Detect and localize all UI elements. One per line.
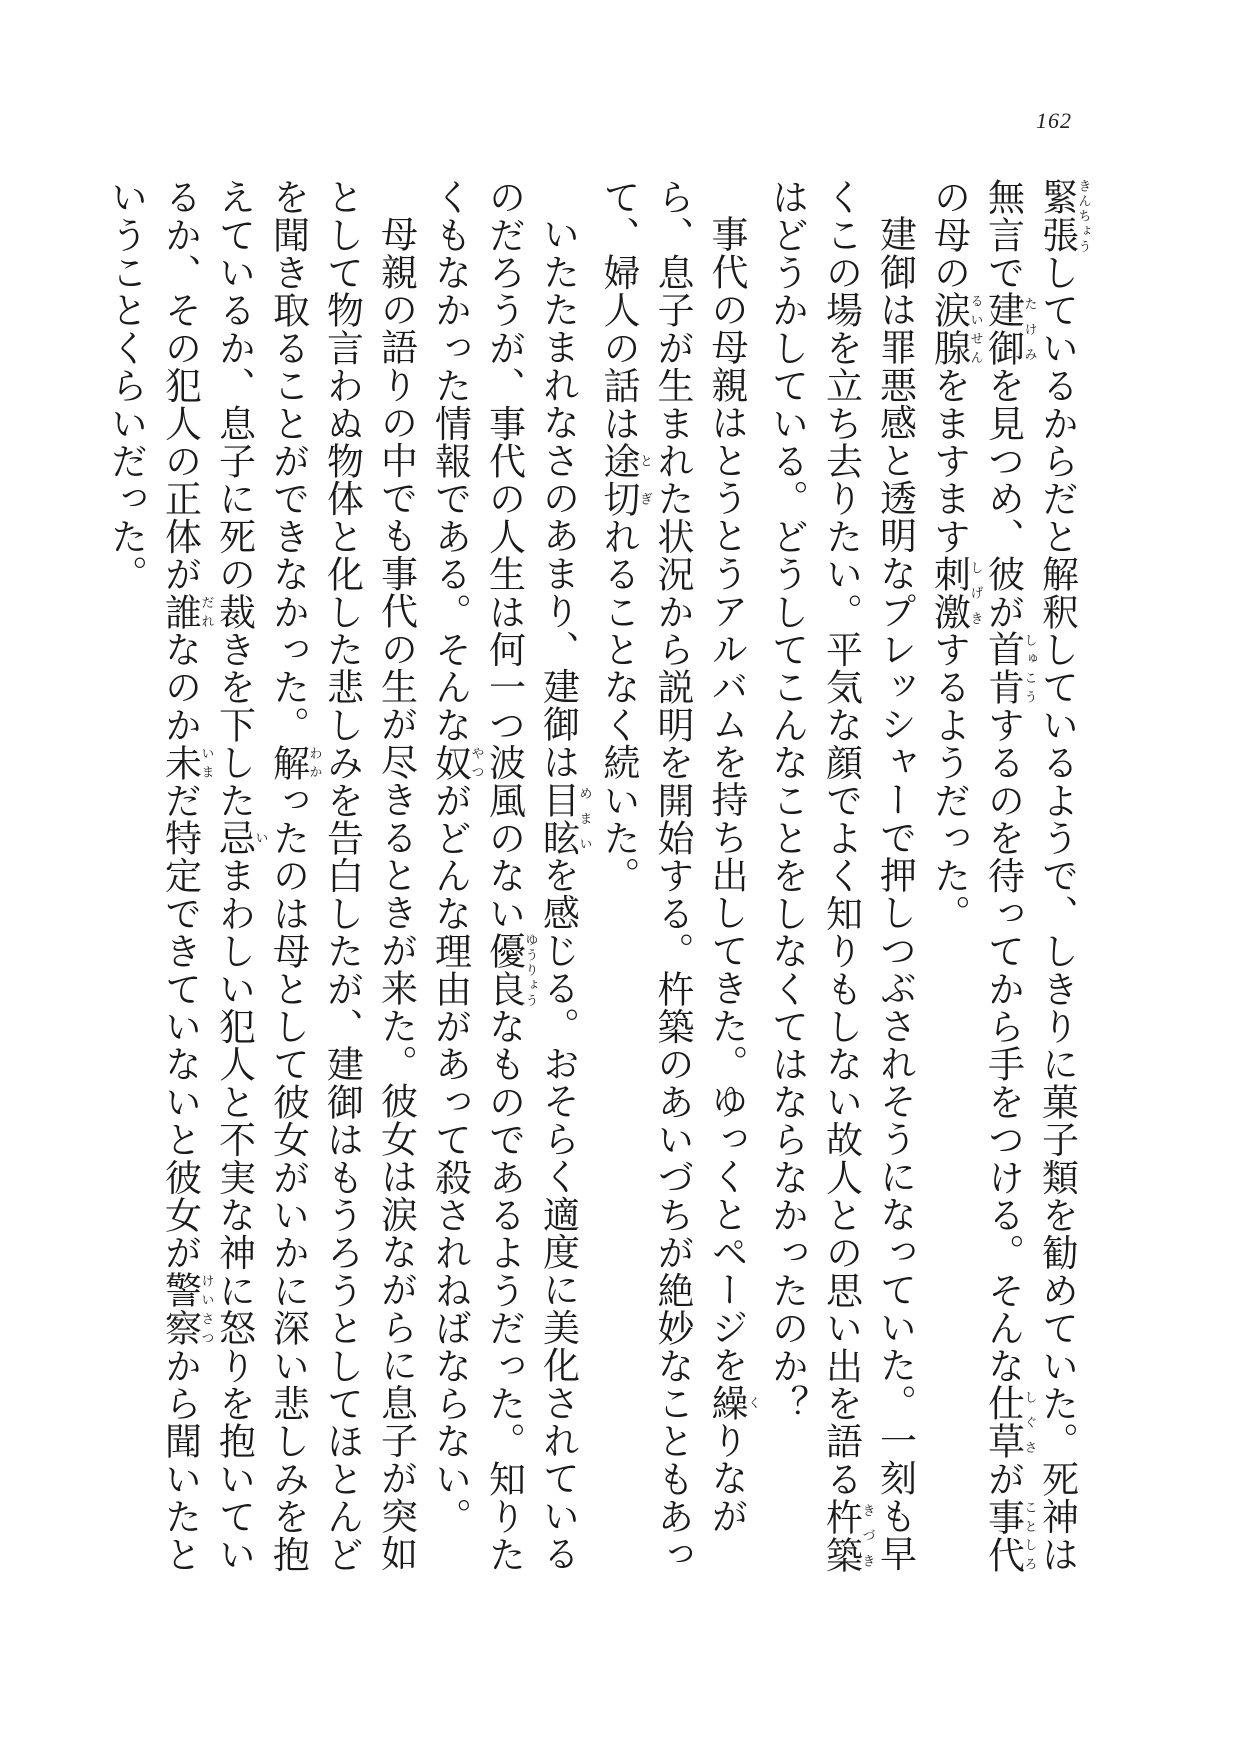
ruby-word: 杵築きづき <box>819 1497 875 1573</box>
body-text <box>104 178 1091 1598</box>
ruby-word: 切ぎ <box>597 479 652 518</box>
ruby-word: 警察けいさつ <box>158 1271 214 1347</box>
ruby-word: 建御たけみ <box>981 291 1037 367</box>
ruby-word: 優良ゆうりょう <box>482 932 538 1008</box>
ruby-word: 目眩めまい <box>536 780 592 856</box>
ruby-word: 未いま <box>158 743 214 782</box>
paragraph-1: 緊張きんちょうしているからだと解釈しているようで、しきりに菓子類を勧めていた。死神は無言で建御たけみを見つめ、彼が首肯しゅこうするのを待ってから手をつける。そんな仕草しぐさが事代ことしろの母の涙腺るいせんをますます刺激しげきするようだった。 <box>927 178 1091 1573</box>
paragraph-3: 事代の母親はとうとうアルバムを持ち出してきた。ゆっくとページを繰くりながら、息子が生まれた状況から説明を開始する。杵築のあいづちが絶妙なこともあって、婦人の話は途と切ぎれることなく続いた。 <box>597 178 760 1573</box>
paragraph-4: いたたまれなさのあまり、建御は目眩めまいを感じる。おそらく適度に美化されているのだろうが、事代の人生は何一つ波風のない優良ゆうりょうなものであるようだった。知りたくもなかった情報である。そんな奴やつがどんな理由があって殺されねばならない。 <box>428 178 592 1573</box>
paragraph-5: 母親の語りの中でも事代の生が尽きるときが来た。彼女は涙ながらに息子が突如として物言わぬ物体と化した悲しみを告白したが、建御はもうろうとしてほとんどを聞き取ることができなかった。解わかったのは母として彼女がいかに深い悲しみを抱えているか、息子に死の裁きを下した忌いまわしい犯人と不実な神に怒りを抱いているか、その犯人の正体が誰だれなのか未いまだ特定できていないと彼女が警察けいさつから聞いたということくらいだった。 <box>104 178 418 1573</box>
page-number: 162 <box>1036 108 1072 133</box>
ruby-word: 誰だれ <box>158 592 214 631</box>
ruby-word: 涙腺るいせん <box>927 291 983 367</box>
paragraph-2: 建御は罪悪感と透明なプレッシャーで押しつぶされそうになっていた。一刻も早くこの場を立ち去りたい。平気な顔でよく知りもしない故人との思い出を語る杵築きづきはどうかしている。どうしてこんなことをしなくてはならなかったのか？ <box>765 178 917 1573</box>
ruby-word: 仕草しぐさ <box>981 1384 1037 1460</box>
ruby-word: 首肯しゅこう <box>981 630 1037 706</box>
ruby-word: 刺激しげき <box>927 555 983 631</box>
ruby-word: 奴やつ <box>428 743 484 782</box>
ruby-word: 繰く <box>705 1383 760 1422</box>
ruby-word: 途と <box>597 441 652 480</box>
ruby-word: 事代ことしろ <box>981 1497 1037 1573</box>
ruby-word: 緊張きんちょう <box>1035 178 1091 254</box>
ruby-word: 忌い <box>212 818 268 857</box>
ruby-word: 解わか <box>266 743 322 782</box>
